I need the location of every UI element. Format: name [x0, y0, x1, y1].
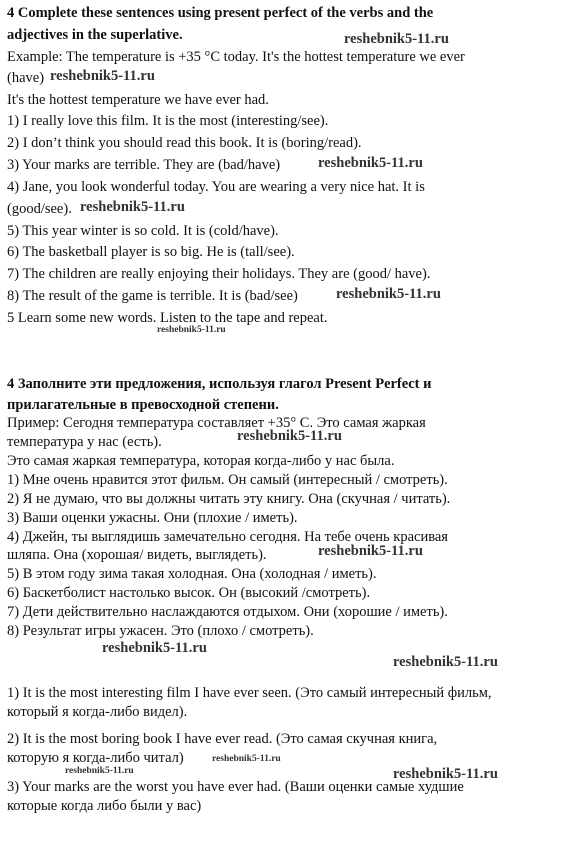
watermark: reshebnik5-11.ru [157, 325, 226, 335]
exercise-title-en-line-1: 4 Complete these sentences using present perfect of the verbs and the [7, 5, 434, 21]
watermark: reshebnik5-11.ru [212, 754, 281, 764]
watermark: reshebnik5-11.ru [65, 766, 134, 776]
item-en-4-line-2: (good/see). [7, 201, 72, 217]
watermark: reshebnik5-11.ru [102, 640, 207, 656]
exercise-title-ru-line-1: 4 Заполните эти предложения, используя глагол Present Perfect и [7, 376, 432, 392]
answer-2-line-2: которую я когда-либо читал) [7, 750, 184, 766]
item-ru-4-line-2: шляпа. Она (хорошая/ видеть, выглядеть). [7, 547, 267, 563]
example-answer-ru: Это самая жаркая температура, которая когда-либо у нас была. [7, 453, 395, 469]
item-ru-8: 8) Результат игры ужасен. Это (плохо / смотреть). [7, 623, 314, 639]
item-ru-3: 3) Ваши оценки ужасны. Они (плохие / иметь). [7, 510, 298, 526]
answer-1-line-2: который я когда-либо видел). [7, 704, 188, 720]
example-ru-line-2: температура у нас (есть). [7, 434, 162, 450]
answer-1-line-1: 1) It is the most interesting film I have ever seen. (Это самый интересный фильм, [7, 685, 492, 701]
watermark: reshebnik5-11.ru [318, 155, 423, 171]
watermark: reshebnik5-11.ru [318, 543, 423, 559]
exercise-title-ru-line-2: прилагательные в превосходной степени. [7, 397, 279, 413]
answer-3-line-2: которые когда либо были у вас) [7, 798, 202, 814]
watermark: reshebnik5-11.ru [237, 428, 342, 444]
item-en-2: 2) I don’t think you should read this book. It is (boring/read). [7, 135, 362, 151]
watermark: reshebnik5-11.ru [393, 766, 498, 782]
watermark: reshebnik5-11.ru [50, 68, 155, 84]
example-en-line-1: Example: The temperature is +35 °C today. It's the hottest temperature we ever [7, 49, 465, 65]
item-ru-6: 6) Баскетболист настолько высок. Он (высокий /смотреть). [7, 585, 371, 601]
item-ru-1: 1) Мне очень нравится этот фильм. Он самый (интересный / смотреть). [7, 472, 448, 488]
item-ru-2: 2) Я не думаю, что вы должны читать эту книгу. Она (скучная / читать). [7, 491, 451, 507]
example-en-line-2: (have) [7, 70, 45, 86]
answer-2-line-1: 2) It is the most boring book I have ever read. (Это самая скучная книга, [7, 731, 438, 747]
watermark: reshebnik5-11.ru [80, 199, 185, 215]
watermark: reshebnik5-11.ru [393, 654, 498, 670]
next-exercise-note: 5 Learn some new words. Listen to the tape and repeat. [7, 310, 328, 326]
item-ru-4-line-1: 4) Джейн, ты выглядишь замечательно сегодня. На тебе очень красивая [7, 529, 448, 545]
watermark: reshebnik5-11.ru [336, 286, 441, 302]
item-ru-5: 5) В этом году зима такая холодная. Она (холодная / иметь). [7, 566, 377, 582]
example-answer-en: It's the hottest temperature we have ever had. [7, 92, 269, 108]
watermark: reshebnik5-11.ru [344, 31, 449, 47]
example-ru-line-1: Пример: Сегодня температура составляет +35° С. Это самая жаркая [7, 415, 426, 431]
item-en-7: 7) The children are really enjoying their holidays. They are (good/ have). [7, 266, 431, 282]
item-en-8: 8) The result of the game is terrible. It is (bad/see) [7, 288, 298, 304]
item-ru-7: 7) Дети действительно наслаждаются отдыхом. Они (хорошие / иметь). [7, 604, 448, 620]
exercise-title-en-line-2: adjectives in the superlative. [7, 27, 183, 43]
answer-3-line-1: 3) Your marks are the worst you have ever had. (Ваши оценки самые худшие [7, 779, 464, 795]
item-en-4-line-1: 4) Jane, you look wonderful today. You are wearing a very nice hat. It is [7, 179, 425, 195]
item-en-5: 5) This year winter is so cold. It is (cold/have). [7, 223, 279, 239]
item-en-6: 6) The basketball player is so big. He is (tall/see). [7, 244, 295, 260]
item-en-1: 1) I really love this film. It is the most (interesting/see). [7, 113, 329, 129]
item-en-3: 3) Your marks are terrible. They are (bad/have) [7, 157, 281, 173]
